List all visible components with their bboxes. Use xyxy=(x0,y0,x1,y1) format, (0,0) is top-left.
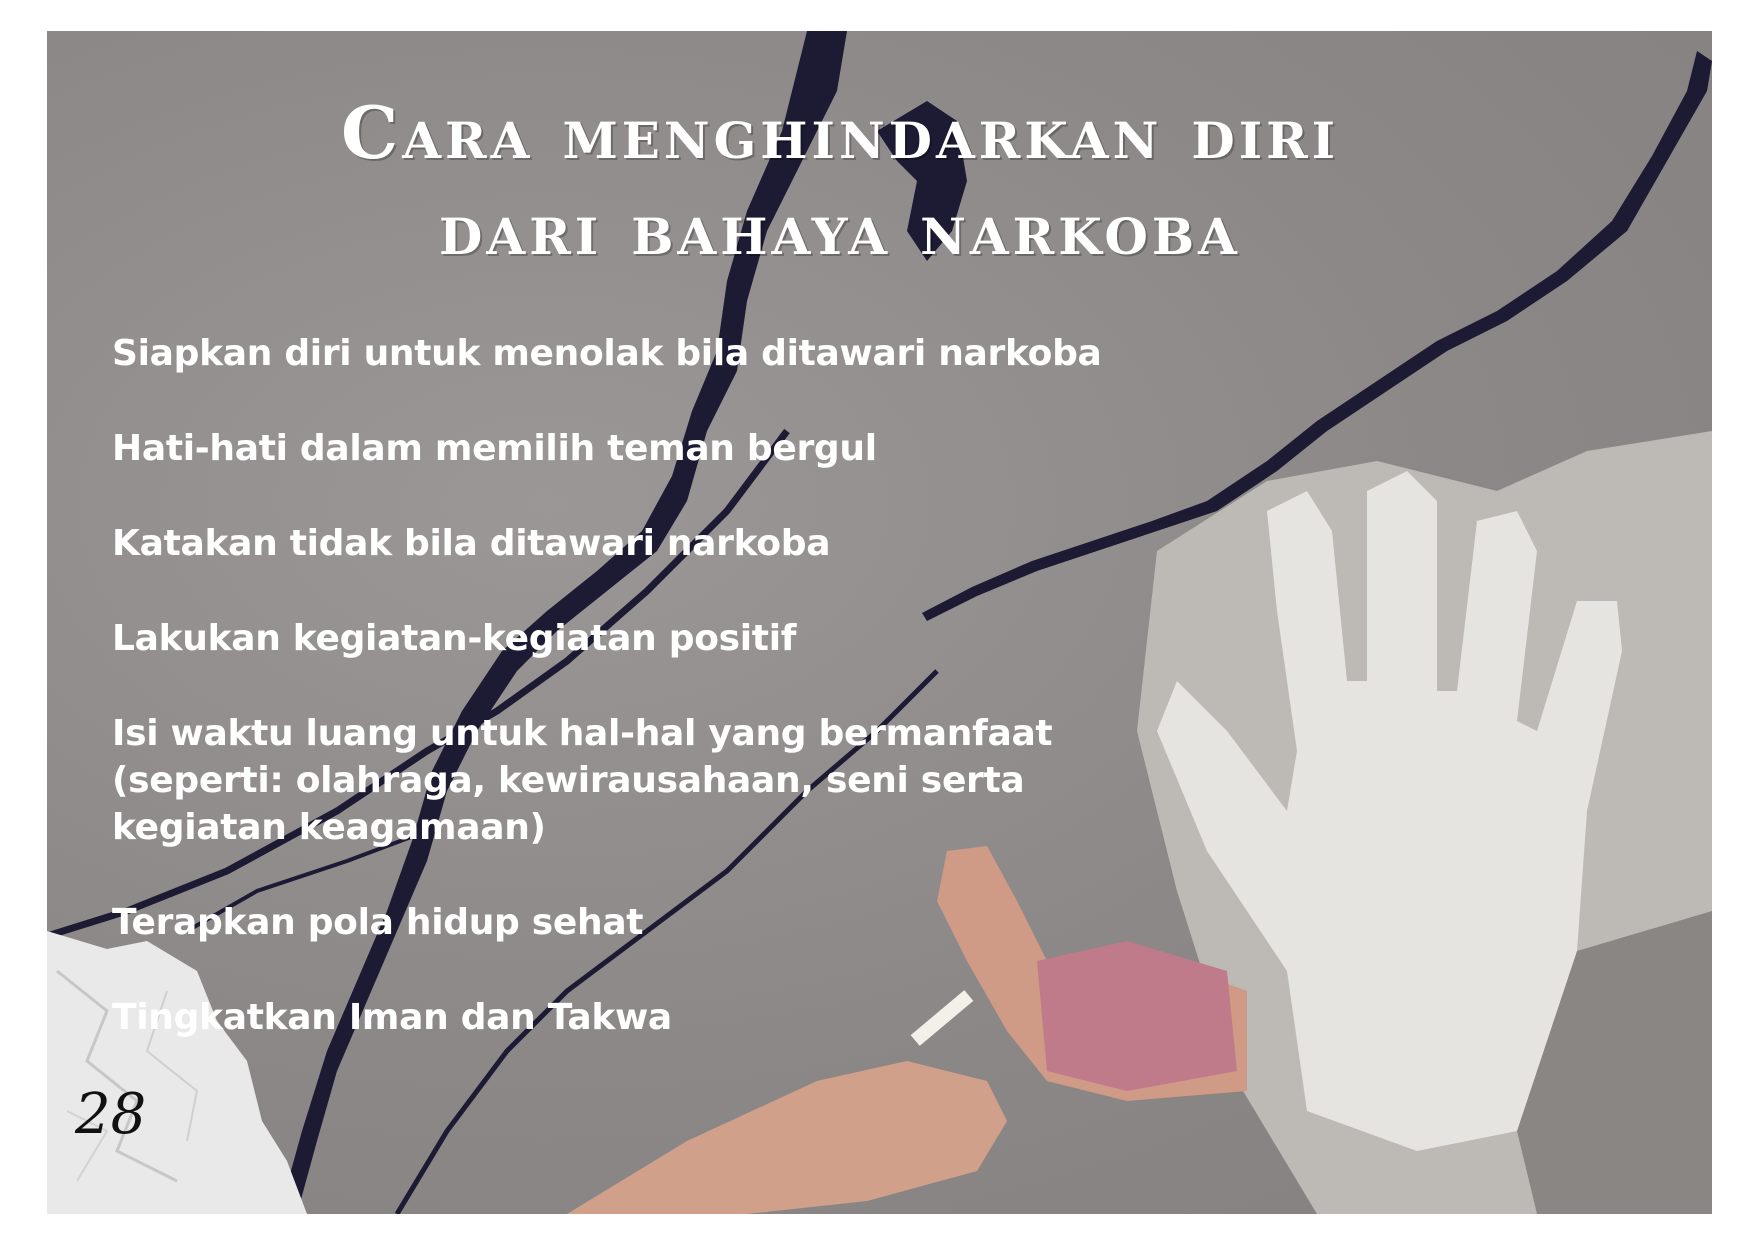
list-item: Isi waktu luang untuk hal-hal yang bermanfaat (seperti: olahraga, kewirausahaan, seni serta kegiatan keagamaan) xyxy=(112,713,1053,848)
list-item: Hati-hati dalam memilih teman bergul xyxy=(112,428,877,469)
list-item: Katakan tidak bila ditawari narkoba xyxy=(112,523,831,564)
title-line-1: Cara menghindarkan diri xyxy=(340,90,1340,175)
title-line-2: dari bahaya narkoba xyxy=(439,186,1241,271)
list-item: Siapkan diri untuk menolak bila ditawari narkoba xyxy=(112,333,1102,374)
page-number: 28 xyxy=(75,1082,147,1147)
tips-list xyxy=(112,330,1112,1089)
list-item: Terapkan pola hidup sehat xyxy=(112,902,644,943)
list-item: Tingkatkan Iman dan Takwa xyxy=(112,997,672,1038)
list-item: Lakukan kegiatan-kegiatan positif xyxy=(112,618,797,659)
page-title xyxy=(150,85,1530,277)
